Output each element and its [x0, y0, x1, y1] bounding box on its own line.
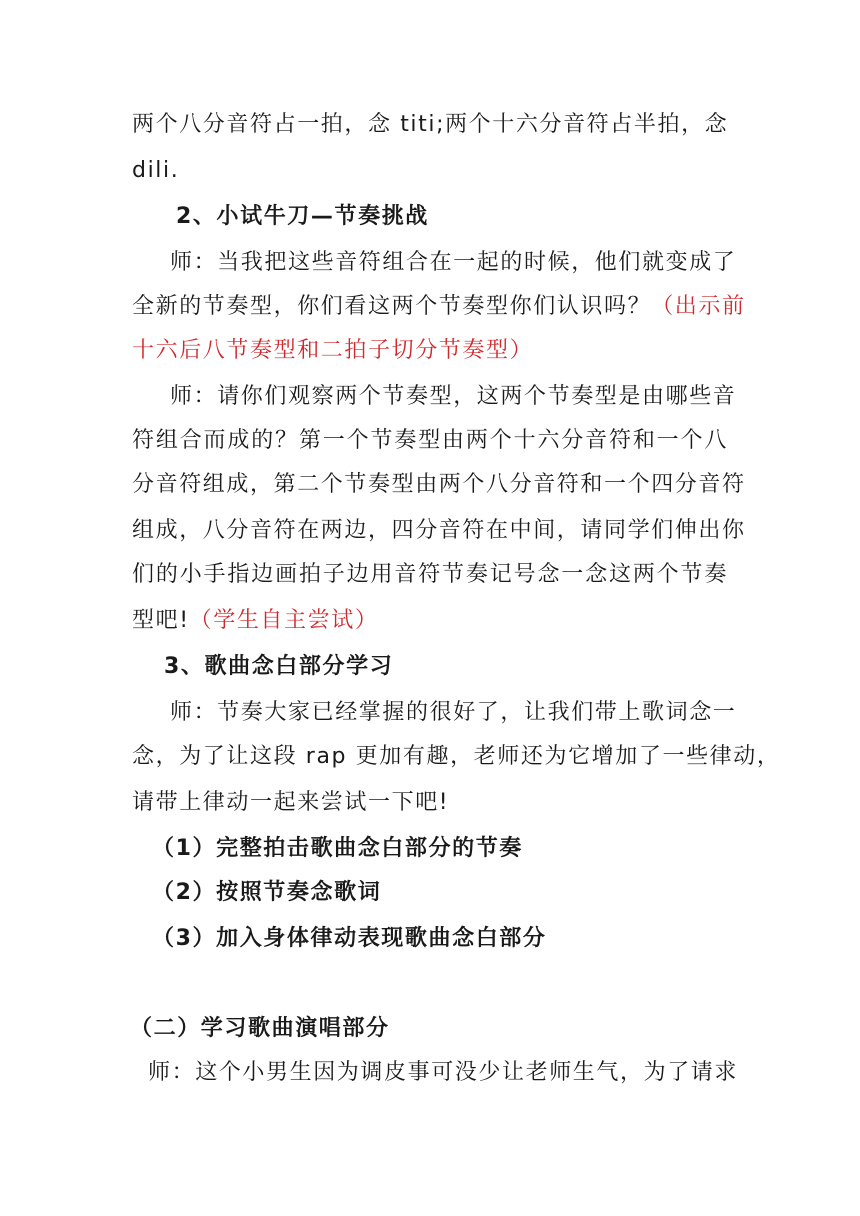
paragraph-line: 分音符组成，第二个节奏型由两个八分音符和一个四分音符	[132, 472, 746, 497]
red-annotation: （出示前	[651, 294, 746, 319]
section-heading: 3、歌曲念白部分学习	[164, 654, 394, 679]
paragraph-line: 符组合而成的？第一个节奏型由两个十六分音符和一个八	[132, 428, 728, 453]
section-heading: （二）学习歌曲演唱部分	[130, 1016, 390, 1041]
paragraph-text: 全新的节奏型，你们看这两个节奏型你们认识吗？	[132, 294, 652, 319]
section-heading: 2、小试牛刀—节奏挑战	[176, 204, 429, 229]
paragraph-line: 请带上律动一起来尝试一下吧!	[132, 790, 450, 815]
paragraph-line: 师：请你们观察两个节奏型，这两个节奏型是由哪些音	[170, 384, 737, 409]
paragraph-line: 们的小手指边画拍子边用音符节奏记号念一念这两个节奏	[132, 562, 728, 587]
paragraph-line: dili.	[132, 158, 180, 183]
paragraph-line: 念，为了让这段 rap 更加有趣，老师还为它增加了一些律动，	[132, 744, 781, 769]
paragraph-line: 师：这个小男生因为调皮事可没少让老师生气，为了请求	[148, 1060, 739, 1085]
paragraph-text: 型吧!	[132, 608, 190, 633]
step-item: （3）加入身体律动表现歌曲念白部分	[152, 926, 547, 951]
paragraph-line: 两个八分音符占一拍，念 titi;两个十六分音符占半拍，念	[132, 112, 729, 137]
step-item: （1）完整拍击歌曲念白部分的节奏	[152, 836, 523, 861]
paragraph-line	[132, 292, 746, 322]
red-annotation: （学生自主尝试）	[189, 608, 379, 633]
step-item: （2）按照节奏念歌词	[152, 880, 382, 905]
paragraph-line: 组成，八分音符在两边，四分音符在中间，请同学们伸出你	[132, 518, 746, 543]
red-annotation: 十六后八节奏型和二拍子切分节奏型）	[132, 338, 534, 363]
paragraph-line: 师：当我把这些音符组合在一起的时候，他们就变成了	[170, 250, 737, 275]
paragraph-line: 师：节奏大家已经掌握的很好了，让我们带上歌词念一	[170, 700, 737, 725]
paragraph-line	[132, 606, 732, 636]
